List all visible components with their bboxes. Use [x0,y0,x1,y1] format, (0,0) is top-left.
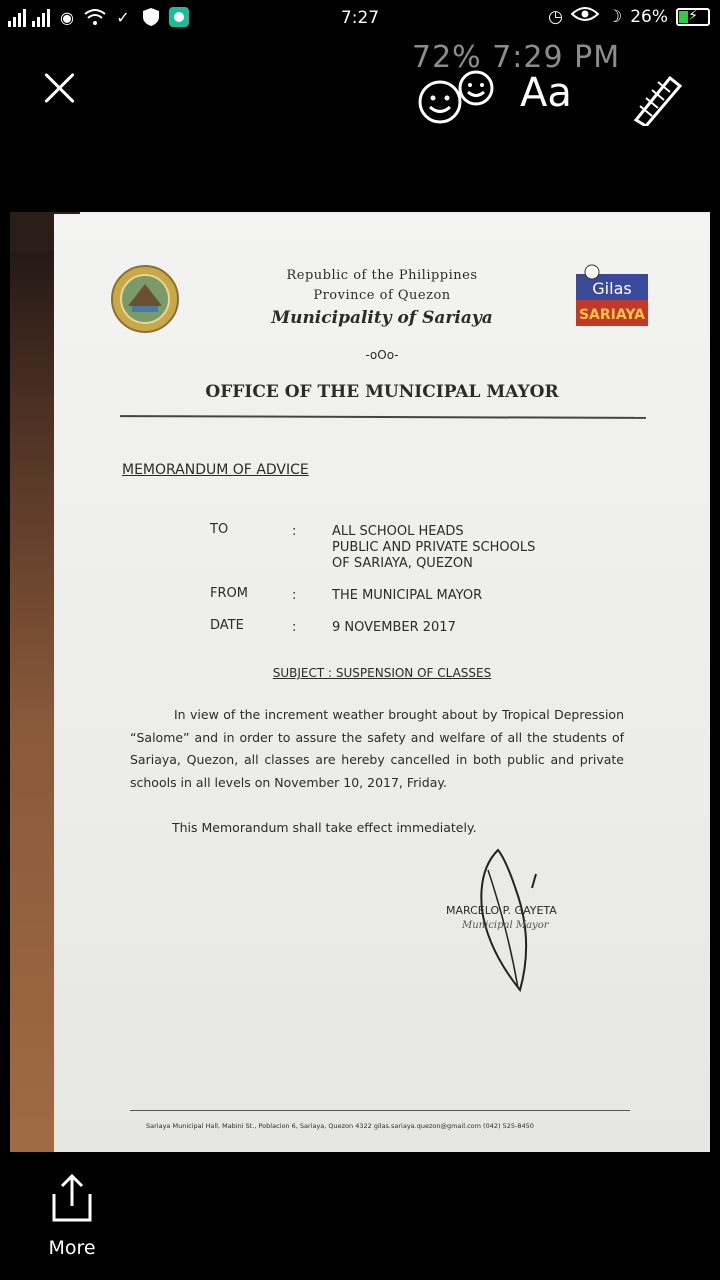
status-bar [0,0,720,38]
gilas-logo-text: Gilas [592,279,632,298]
status-time: 7:27 [340,8,380,28]
moon-icon: ☽ [606,6,623,27]
memo-paper [54,214,710,1152]
status-right-icons [548,6,710,27]
field-date-colon: : [292,620,297,635]
header-rule [120,415,646,419]
field-from-value: THE MUNICIPAL MAYOR [332,588,483,603]
captured-status-text: 72% 7:29 PM [412,40,621,75]
field-to-label: TO [210,522,229,537]
signer-title: Municipal Mayor [462,920,549,931]
office-title: OFFICE OF THE MUNICIPAL MAYOR [205,382,559,402]
footer-contact: Sariaya Municipal Hall, Mabini St., Poblacion 6, Sariaya, Quezon 4322 gilas.sariaya.quezon@gmail.com (042) 525-8450 [146,1122,534,1130]
field-from-colon: : [292,588,297,603]
battery-icon: ⚡ [676,8,710,26]
memo-effect-line: This Memorandum shall take effect immediately. [172,820,477,835]
field-date-label: DATE [210,618,244,633]
close-button[interactable] [40,68,80,108]
eye-icon [571,6,599,27]
field-to-value: ALL SCHOOL HEADS PUBLIC AND PRIVATE SCHOOLS OF SARIAYA, QUEZON [332,524,536,571]
header-province: Province of Quezon [313,288,451,303]
memo-body-paragraph: In view of the increment weather brought about by Tropical Depression “Salome” and in order to assure the safety and welfare of all the students of Sariaya, Quezon, all classes are hereby cancelled in both public and private schools in all levels on November 10, 2017, Friday. [130,707,624,790]
desk-background [10,212,56,1152]
signer-name: MARCELO P. GAYETA [446,904,557,917]
field-from-label: FROM [210,586,248,601]
header-municipality: Municipality of Sariaya [271,308,493,328]
header-republic: Republic of the Philippines [286,268,478,283]
field-to-colon: : [292,524,297,539]
header-separator: -oOo- [365,348,399,362]
globe-icon: ◉ [60,7,74,27]
text-tool-button[interactable]: Aa [520,70,572,116]
memo-subject: SUBJECT : SUSPENSION OF CLASSES [272,666,492,680]
field-date-value: 9 NOVEMBER 2017 [332,620,456,635]
draw-tool-icon[interactable] [630,70,686,126]
memo-title: MEMORANDUM OF ADVICE [122,462,309,478]
document-photo [10,212,710,1152]
alarm-icon: ◷ [548,6,563,27]
more-label: More [48,1237,96,1259]
footer-rule [130,1110,630,1111]
sticker-tool-icon[interactable] [414,70,496,126]
battery-percent: 26% [630,6,668,27]
sariaya-logo-text: SARIAYA [578,307,646,323]
share-icon [40,1168,104,1228]
download-done-icon: ✓ [116,7,130,27]
